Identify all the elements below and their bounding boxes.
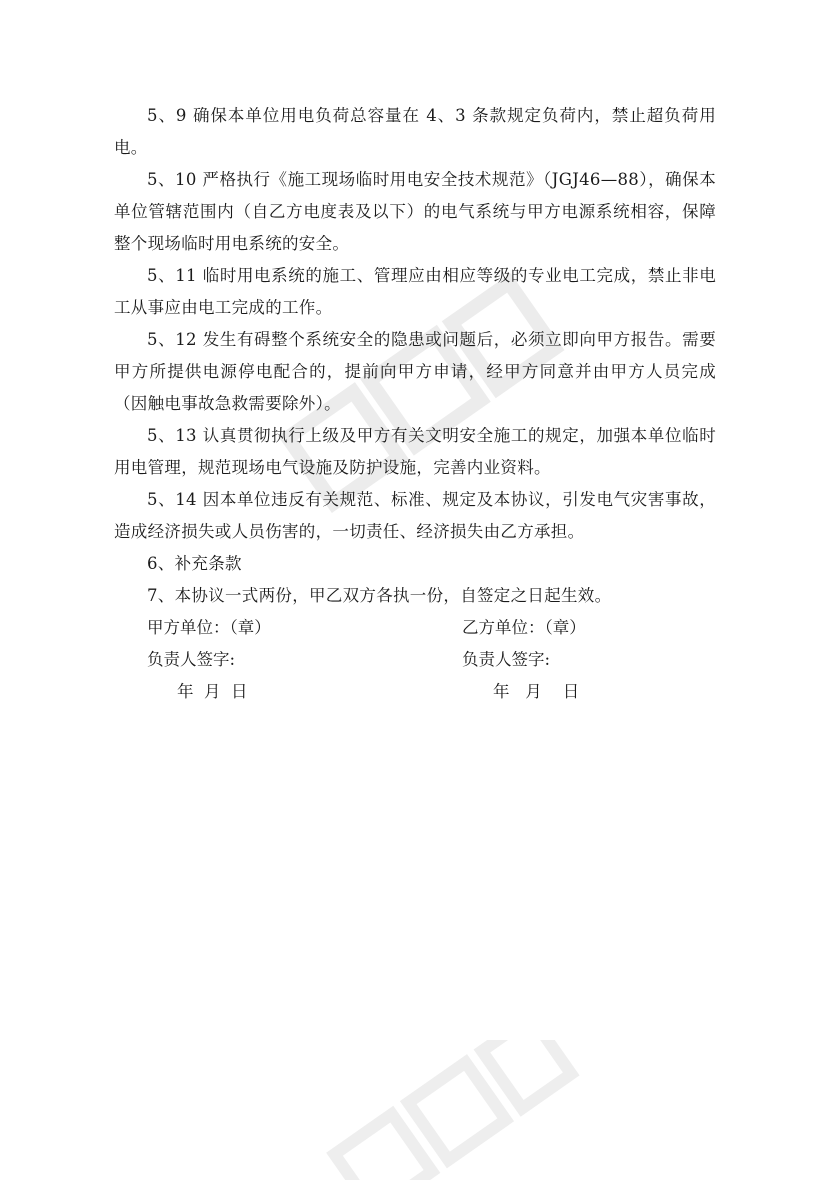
clause-5-11: 5、11 临时用电系统的施工、管理应由相应等级的专业电工完成，禁止非电工从事应由电工完成的工作。: [114, 266, 716, 317]
clause-5-14: 5、14 因本单位违反有关规范、标准、规定及本协议，引发电气灾害事故，造成经济损失或人员伤害的，一切责任、经济损失由乙方承担。: [114, 490, 716, 541]
signature-unit-row: [114, 612, 716, 644]
clause-5-10: 5、10 严格执行《施工现场临时用电安全技术规范》（JGJ46—88），确保本单位管辖范围内（自乙方电度表及以下）的电气系统与甲方电源系统相容，保障整个现场临时用电系统的安全。: [114, 170, 716, 253]
clause-5-9: 5、9 确保本单位用电负荷总容量在 4、3 条款规定负荷内，禁止超负荷用电。: [114, 106, 716, 157]
clause-6: 6、补充条款: [147, 554, 242, 573]
watermark-lower: [300, 1040, 600, 1180]
clause-5-13: 5、13 认真贯彻执行上级及甲方有关文明安全施工的规定，加强本单位临时用电管理，规范现场电气设施及防护设施，完善内业资料。: [114, 426, 716, 477]
party-b-unit: 乙方单位：（章）: [462, 618, 586, 637]
party-b-signer: 负责人签字:: [462, 650, 551, 669]
signature-date-row: [114, 676, 716, 708]
party-a-date: 年 月 日: [177, 682, 248, 701]
document-body: [114, 100, 716, 708]
signature-signer-row: [114, 644, 716, 676]
clause-7: 7、本协议一式两份，甲乙双方各执一份，自签定之日起生效。: [147, 586, 612, 605]
party-a-unit: 甲方单位：（章）: [147, 618, 271, 637]
party-a-signer: 负责人签字:: [147, 650, 236, 669]
party-b-date: 年 月 日: [493, 682, 580, 701]
clause-5-12: 5、12 发生有碍整个系统安全的隐患或问题后，必须立即向甲方报告。需要甲方所提供电源停电配合的，提前向甲方申请，经甲方同意并由甲方人员完成（因触电事故急救需要除外）。: [114, 330, 716, 413]
